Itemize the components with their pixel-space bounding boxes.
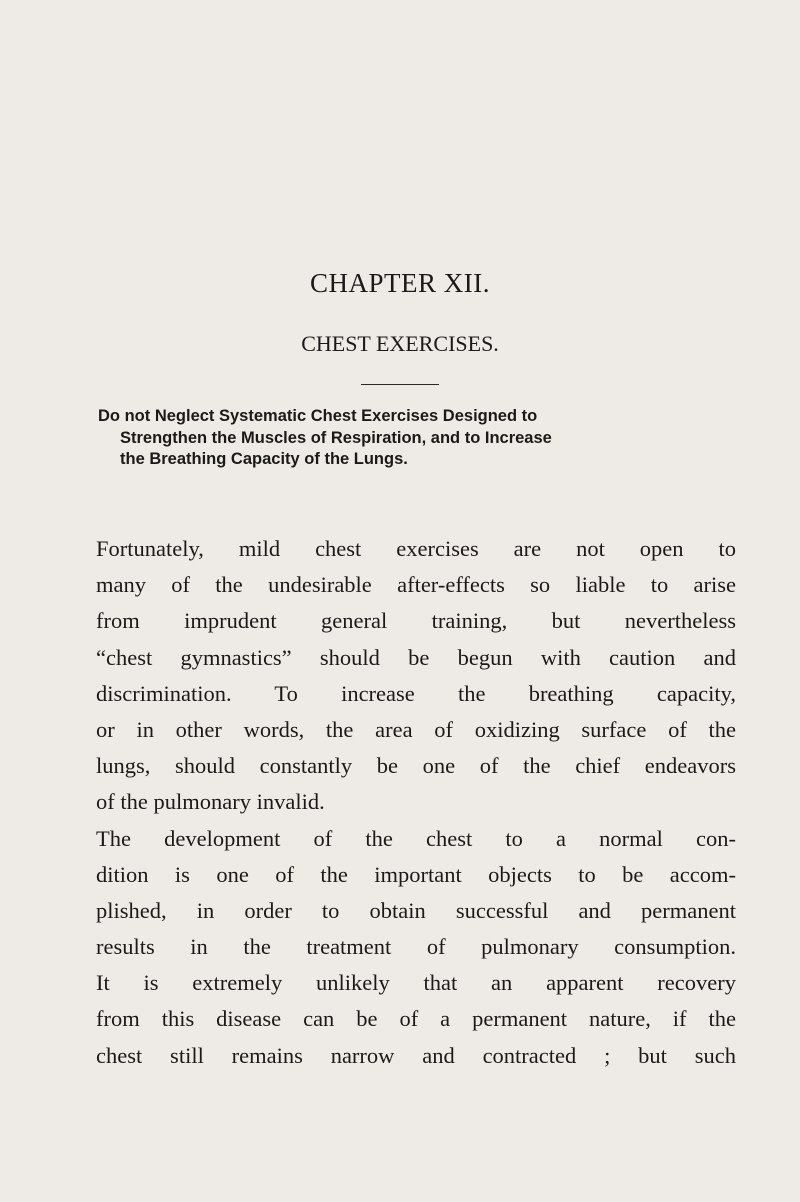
body-line: many of the undesirable after-effects so liable to arise [96, 572, 736, 598]
body-line: “chest gymnastics” should be begun with caution and [96, 644, 736, 670]
title-divider [361, 384, 439, 385]
subtitle-line: the Breathing Capacity of the Lungs. [120, 450, 408, 468]
body-line: lungs, should constantly be one of the chief endeavors [96, 753, 736, 779]
body-line: from imprudent general training, but nevertheless [96, 608, 736, 634]
body-line: dition is one of the important objects to be accom- [96, 861, 736, 887]
chapter-subtitle [98, 406, 738, 471]
body-line: from this disease can be of a permanent nature, if the [96, 1006, 736, 1032]
subtitle-line: Do not Neglect Systematic Chest Exercises Designed to [98, 407, 538, 425]
chapter-number: CHAPTER XII. [310, 268, 490, 298]
body-line: Fortunately, mild chest exercises are not open to [96, 536, 736, 561]
subtitle-line: Strengthen the Muscles of Respiration, and to Increase [120, 428, 552, 447]
body-line: plished, in order to obtain successful and permanent [96, 897, 736, 923]
body-line: The development of the chest to a normal con- [96, 825, 736, 851]
body-text [96, 531, 736, 1074]
body-line: It is extremely unlikely that an apparent recovery [96, 970, 736, 996]
body-line: results in the treatment of pulmonary consumption. [96, 934, 736, 960]
body-line: chest still remains narrow and contracted ; but such [96, 1042, 736, 1068]
chapter-title: CHEST EXERCISES. [301, 331, 499, 356]
body-line: discrimination. To increase the breathing capacity, [96, 680, 736, 706]
body-line: of the pulmonary invalid. [96, 789, 325, 815]
body-line: or in other words, the area of oxidizing surface of the [96, 716, 736, 742]
